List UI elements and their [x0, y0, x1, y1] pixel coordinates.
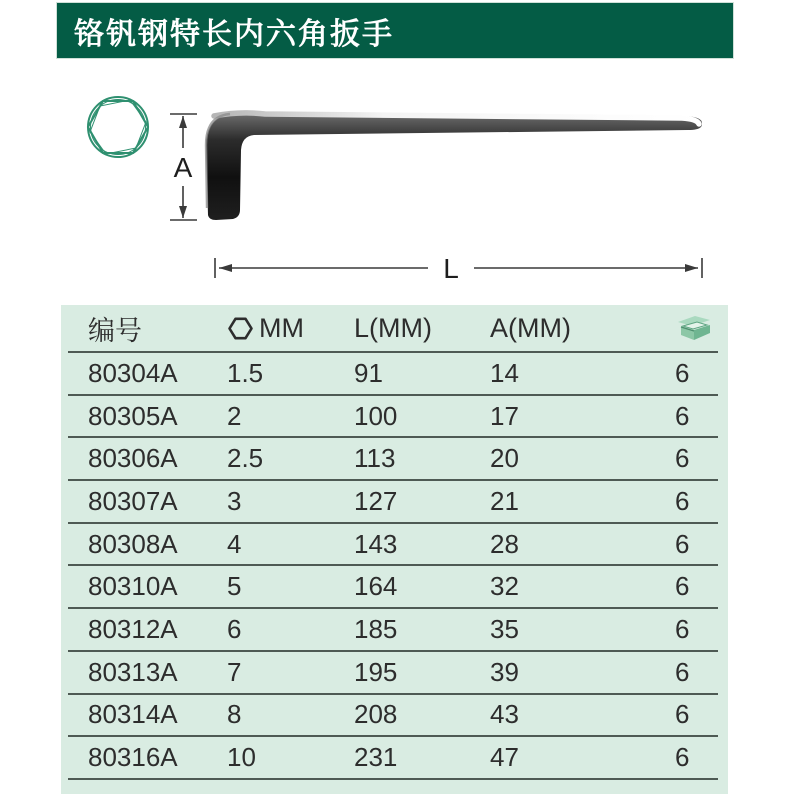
length-cell: 100	[354, 400, 398, 431]
part-number-cell: 80310A	[88, 571, 178, 602]
dimension-a	[170, 114, 197, 220]
pack-qty-cell: 6	[675, 571, 690, 602]
column-header-a-dim: A(MM)	[490, 312, 571, 343]
table-row	[68, 438, 718, 481]
pack-qty-cell: 6	[675, 742, 690, 773]
column-header-length: L(MM)	[354, 312, 432, 343]
table-row	[68, 481, 718, 524]
length-cell: 143	[354, 528, 398, 559]
table-row	[68, 353, 718, 396]
table-row	[68, 737, 718, 780]
part-number-cell: 80304A	[88, 357, 178, 388]
hex-key-body	[206, 113, 702, 220]
part-number-cell: 80313A	[88, 656, 178, 687]
table-row	[68, 396, 718, 439]
part-number-cell: 80305A	[88, 400, 178, 431]
length-cell: 208	[354, 699, 398, 730]
hex-size-unit-label: MM	[259, 312, 304, 343]
dimension-l	[215, 253, 702, 284]
pack-qty-cell: 6	[675, 357, 690, 388]
column-header-part-number: 编号	[88, 315, 142, 346]
a-dimension-cell: 43	[490, 699, 519, 730]
table-body	[68, 353, 718, 780]
product-figure	[0, 60, 800, 305]
table-row	[68, 524, 718, 567]
length-cell: 231	[354, 742, 398, 773]
part-number-cell: 80316A	[88, 742, 178, 773]
pack-qty-cell: 6	[675, 699, 690, 730]
spec-table	[61, 305, 728, 794]
hex-size-cell: 3	[227, 485, 242, 516]
column-header-pack-qty	[675, 313, 718, 343]
pack-qty-cell: 6	[675, 443, 690, 474]
table-header-row	[68, 305, 718, 353]
pack-qty-cell: 6	[675, 656, 690, 687]
table-row	[68, 695, 718, 738]
hex-size-cell: 5	[227, 571, 242, 602]
table-row	[68, 609, 718, 652]
pack-qty-cell: 6	[675, 400, 690, 431]
length-cell: 91	[354, 357, 383, 388]
length-cell: 127	[354, 485, 398, 516]
table-row	[68, 652, 718, 695]
part-number-cell: 80314A	[88, 699, 178, 730]
pack-qty-cell: 6	[675, 613, 690, 644]
dim-a-label: A	[173, 152, 193, 183]
hex-size-cell: 1.5	[227, 357, 264, 388]
a-dimension-cell: 35	[490, 613, 519, 644]
part-number-cell: 80306A	[88, 443, 178, 474]
hex-size-cell: 4	[227, 528, 242, 559]
part-number-cell: 80308A	[88, 528, 178, 559]
pack-qty-cell: 6	[675, 485, 690, 516]
pack-qty-cell: 6	[675, 528, 690, 559]
hex-size-cell: 8	[227, 699, 242, 730]
hex-cross-section-icon	[88, 97, 148, 157]
length-cell: 195	[354, 656, 398, 687]
page-title: 铬钒钢特长内六角扳手	[74, 17, 394, 51]
length-cell: 185	[354, 613, 398, 644]
a-dimension-cell: 47	[490, 742, 519, 773]
dim-l-label: L	[443, 253, 459, 284]
a-dimension-cell: 14	[490, 357, 519, 388]
hex-size-cell: 10	[227, 742, 256, 773]
a-dimension-cell: 17	[490, 400, 519, 431]
a-dimension-cell: 20	[490, 443, 519, 474]
hex-size-cell: 2	[227, 400, 242, 431]
a-dimension-cell: 39	[490, 656, 519, 687]
hex-size-cell: 6	[227, 613, 242, 644]
hex-size-cell: 2.5	[227, 443, 264, 474]
product-title-bar	[57, 3, 733, 58]
table-row	[68, 566, 718, 609]
length-cell: 164	[354, 571, 398, 602]
column-header-hex-size	[227, 313, 354, 344]
a-dimension-cell: 21	[490, 485, 519, 516]
hex-wrench-illustration	[0, 60, 800, 305]
hex-size-cell: 7	[227, 656, 242, 687]
hexagon-icon	[227, 315, 254, 342]
part-number-cell: 80307A	[88, 485, 178, 516]
package-icon	[675, 313, 713, 343]
a-dimension-cell: 32	[490, 571, 519, 602]
part-number-cell: 80312A	[88, 613, 178, 644]
a-dimension-cell: 28	[490, 528, 519, 559]
length-cell: 113	[354, 443, 396, 474]
